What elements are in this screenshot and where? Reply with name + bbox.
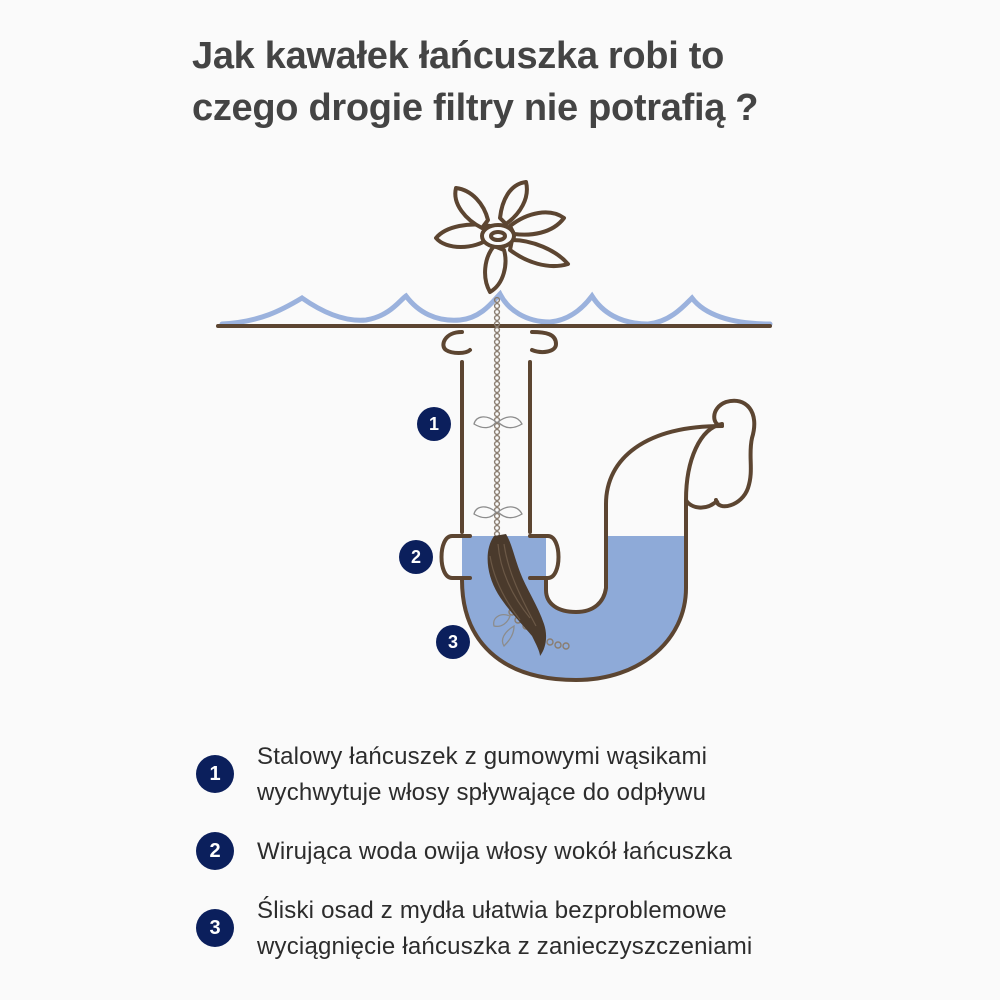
diagram-marker-1: 1 — [417, 407, 451, 441]
diagram-marker-3: 3 — [436, 625, 470, 659]
legend-badge-3: 3 — [196, 909, 234, 947]
flower-icon — [436, 182, 568, 292]
title-line-1: Jak kawałek łańcuszka robi to — [192, 35, 725, 77]
legend-text-1-line-1: Stalowy łańcuszek z gumowymi wąsikami — [257, 743, 708, 770]
legend-text-3-line-1: Śliski osad z mydła ułatwia bezproblemowe — [257, 897, 727, 924]
trap-outlet — [714, 401, 754, 507]
legend-badge-2: 2 — [196, 832, 234, 870]
legend-text-1-line-2: wychwytuje włosy spływające do odpływu — [257, 779, 707, 806]
title-line-2: czego drogie filtry nie potrafią ? — [192, 87, 759, 129]
trap-outlet-lower — [686, 500, 718, 508]
legend-text-1 — [257, 739, 707, 811]
legend-text-2-line-1: Wirująca woda owija włosy wokół łańcuszka — [257, 838, 733, 865]
legend-text-3-line-2: wyciągnięcie łańcuszka z zanieczyszczeniami — [257, 933, 753, 960]
legend-badge-1: 1 — [196, 755, 234, 793]
diagram-marker-2: 2 — [399, 540, 433, 574]
legend-text-3 — [257, 893, 752, 965]
legend-text-2 — [257, 834, 732, 870]
